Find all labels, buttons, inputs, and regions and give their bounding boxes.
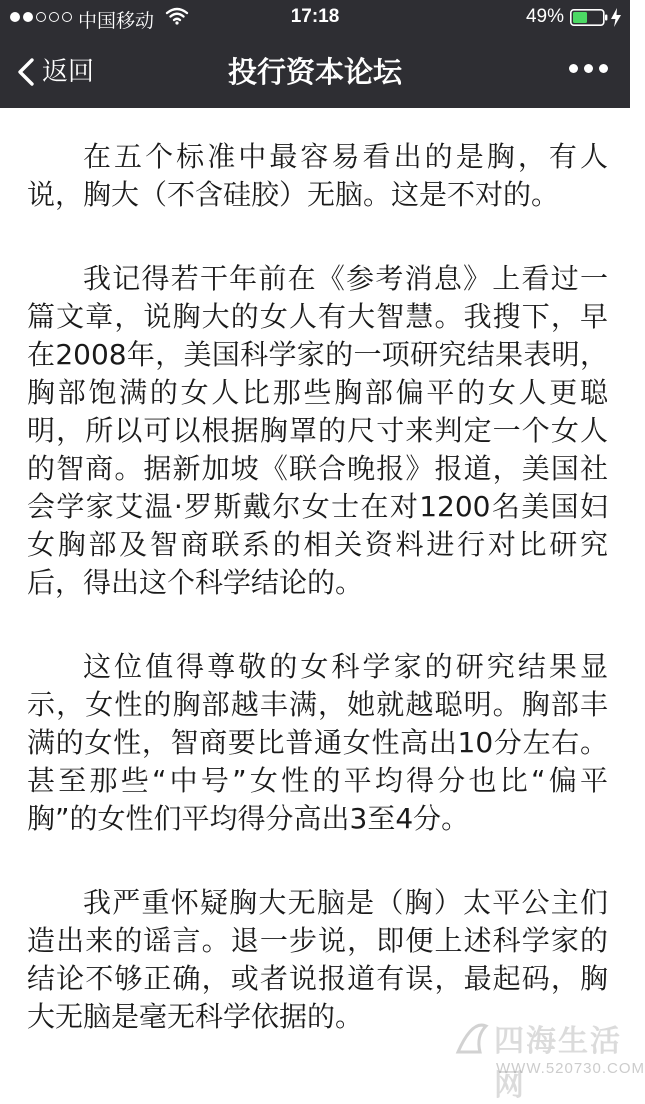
nav-bar bbox=[0, 36, 630, 108]
battery-icon bbox=[570, 9, 608, 26]
carrier-name: 中国移动 bbox=[78, 11, 155, 32]
article-paragraph: 我记得若干年前在《参考消息》上看过一篇文章，说胸大的女人有大智慧。我搜下，早在2008年，美国科学家的一项研究结果表明，胸部饱满的女人比那些胸部偏平的女人更聪明，所以可以根据胸罩的尺寸来判定一个女人的智商。据新加坡《联合晚报》报道，美国社会学家艾温·罗斯戴尔女士在对1200名美国妇女胸部及智商联系的相关资料进行对比研究后，得出这个科学结论的。 bbox=[27, 262, 608, 599]
watermark-text: 四海生活网 bbox=[494, 1024, 622, 1103]
battery-percent: 49% bbox=[525, 6, 564, 27]
more-icon[interactable] bbox=[569, 64, 608, 73]
article-paragraph: 我严重怀疑胸大无脑是（胸）太平公主们造出来的谣言。退一步说，即便上述科学家的结论不够正确，或者说报道有误，最起码，胸大无脑是毫无科学依据的。 bbox=[27, 886, 608, 1033]
article-paragraph: 这位值得尊敬的女科学家的研究结果显示，女性的胸部越丰满，她就越聪明。胸部丰满的女性，智商要比普通女性高出10分左右。甚至那些“中号”女性的平均得分也比“偏平胸”的女性们平均得分高出3至4分。 bbox=[27, 650, 608, 835]
page-title: 投行资本论坛 bbox=[227, 55, 402, 89]
watermark-url: WWW.520730.COM bbox=[496, 1060, 645, 1077]
article-body bbox=[0, 108, 630, 1093]
status-bar bbox=[0, 0, 630, 36]
status-time: 17:18 bbox=[290, 6, 340, 27]
back-label: 返回 bbox=[42, 57, 95, 87]
charging-bolt-icon bbox=[610, 8, 622, 27]
article-paragraph: 在五个标准中最容易看出的是胸，有人说，胸大（不含硅胶）无脑。这是不对的。 bbox=[27, 140, 608, 211]
